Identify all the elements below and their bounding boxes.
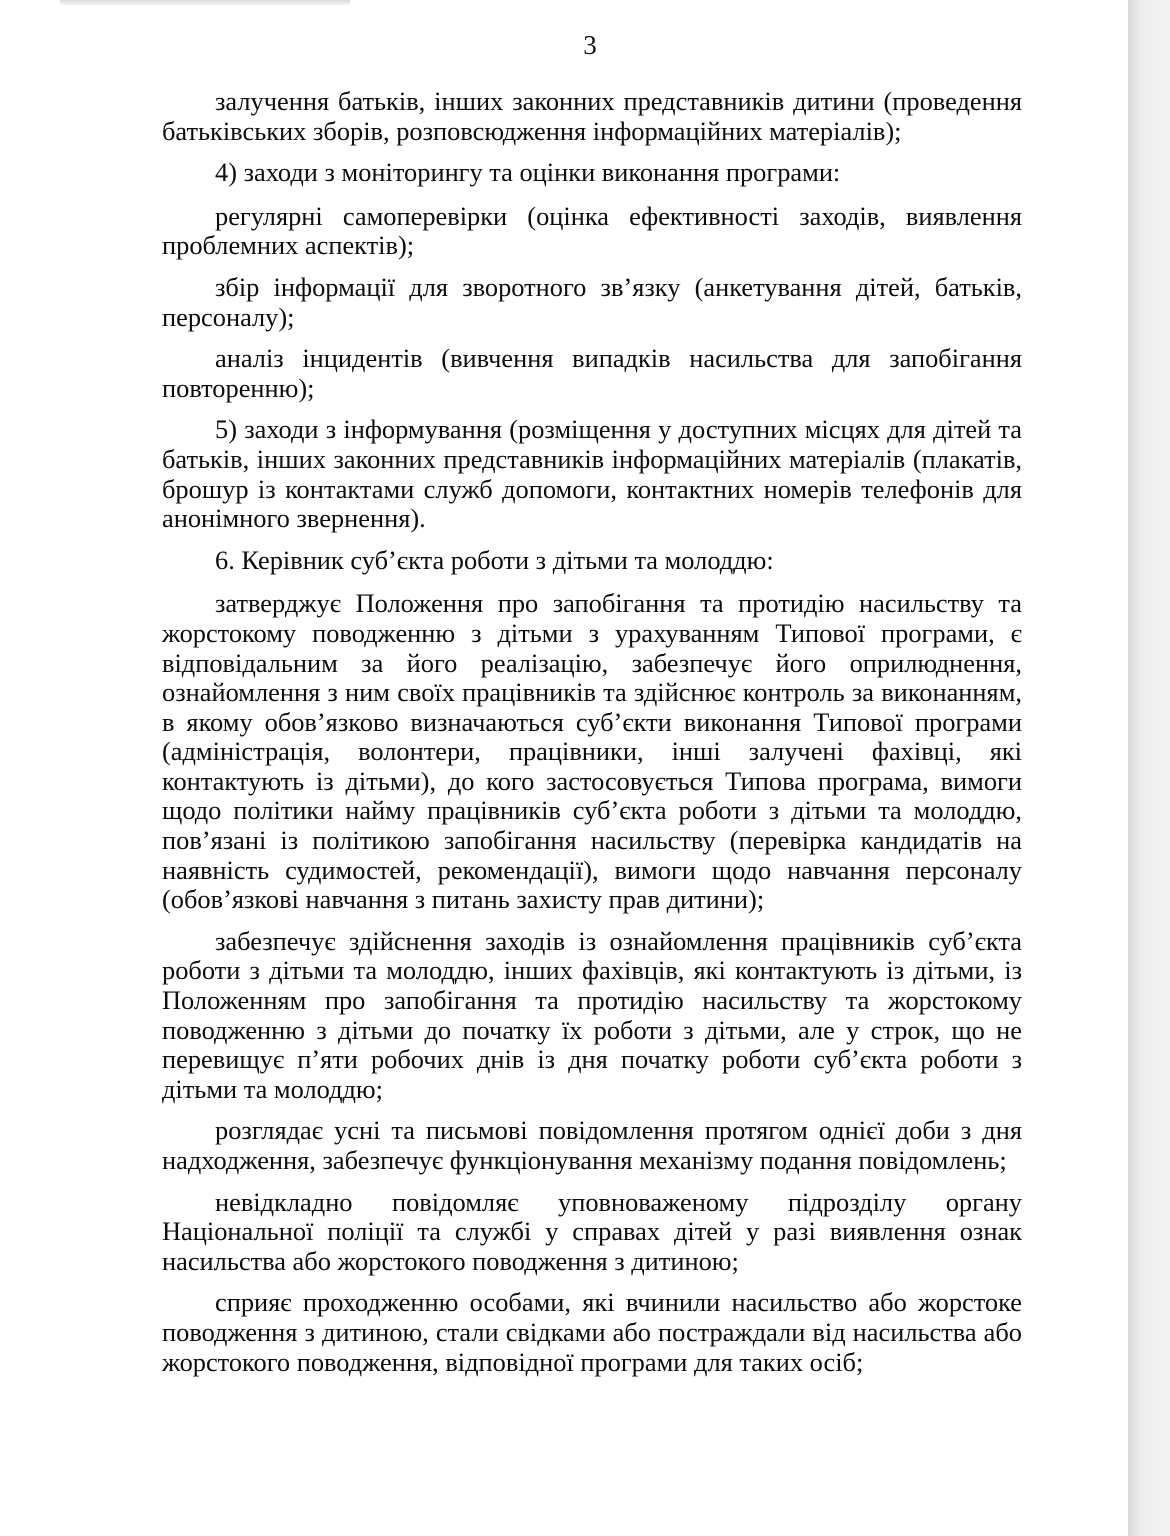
paragraph: регулярні самоперевірки (оцінка ефективності заходів, виявлення проблемних аспектів); xyxy=(162,200,1022,261)
viewer-right-margin xyxy=(1128,0,1170,1536)
page-body xyxy=(162,87,1022,1389)
paragraph: розглядає усні та письмові повідомлення протягом однієї доби з дня надходження, забезпечує функціонування механізму подання повідомлень; xyxy=(162,1115,1022,1175)
paragraph: 6. Керівник суб’єкта роботи з дітьми та молоддю: xyxy=(215,544,774,575)
paragraph: 5) заходи з інформування (розміщення у доступних місцях для дітей та батьків, інших законних представників інформаційних матеріалів (плакатів, брошур із контактами служб допомоги, контактних номерів телефонів для анонімного звернення). xyxy=(162,414,1022,534)
paragraph: невідкладно повідомляє уповноваженому підрозділу органу Національної поліції та службі у справах дітей у разі виявлення ознак насильства або жорстокого поводження з дитиною; xyxy=(162,1186,1022,1276)
top-toolbar-remnant xyxy=(60,0,350,5)
page-number: 3 xyxy=(583,30,597,60)
paragraph: залучення батьків, інших законних представників дитини (проведення батьківських зборів, розповсюдження інформаційних матеріалів); xyxy=(162,86,1022,146)
paragraph: 4) заходи з моніторингу та оцінки виконання програми: xyxy=(215,157,841,188)
paragraph: збір інформації для зворотного зв’язку (анкетування дітей, батьків, персоналу); xyxy=(162,271,1022,332)
paragraph: сприяє проходженню особами, які вчинили насильство або жорстоке поводження з дитиною, стали свідками або постраждали від насильства або жорстокого поводження, відповідної програми для таких осіб; xyxy=(162,1287,1022,1377)
paragraph: затверджує Положення про запобігання та протидію насильству та жорстокому поводженню з дітьми з урахуванням Типової програми, є відповідальним за його реалізацію, забезпечує його оприлюднення, ознайомлення з ним своїх працівників та здійснює контроль за виконанням, в якому обов’язково визначаються суб’єкти виконання Типової програми (адміністрація, волонтери, працівники, інші залучені фахівці, які контактують із дітьми), до кого застосовується Типова програма, вимоги щодо політики найму працівників суб’єкта роботи з дітьми та молоддю, пов’язані із політикою запобігання насильству (перевірка кандидатів на наявність судимостей, рекомендації), вимоги щодо навчання персоналу (обов’язкові навчання з питань захисту прав дитини); xyxy=(162,588,1022,915)
paragraph: аналіз інцидентів (вивчення випадків насильства для запобігання повторенню); xyxy=(162,343,1022,403)
paragraph: забезпечує здійснення заходів із ознайомлення працівників суб’єкта роботи з дітьми та молоддю, інших фахівців, які контактують із дітьми, із Положенням про запобігання та протидію насильству та жорстокому поводженню з дітьми до початку їх роботи з дітьми, але у строк, що не перевищує п’яти робочих днів із дня початку роботи суб’єкта роботи з дітьми та молоддю; xyxy=(162,925,1022,1104)
